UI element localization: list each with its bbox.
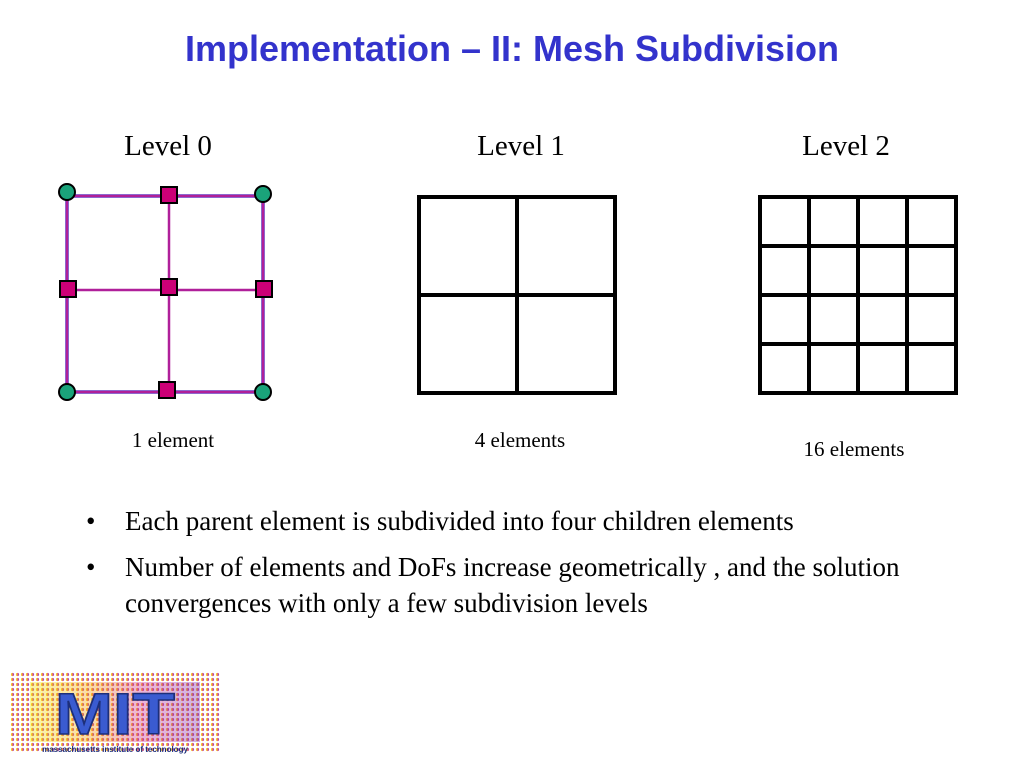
midside-node-right <box>256 281 272 297</box>
level-2-mesh <box>757 194 959 396</box>
corner-node-bottom-left <box>59 384 75 400</box>
midside-node-left <box>60 281 76 297</box>
logo-caption: massachusetts institute of technology <box>42 745 188 754</box>
level-2-label: Level 2 <box>802 130 890 162</box>
level-0-label: Level 0 <box>124 130 212 162</box>
bullet-item: • Number of elements and DoFs increase geometrically , and the solution convergences with only a few subdivision levels <box>78 549 978 621</box>
level-0-count: 1 element <box>131 428 215 452</box>
level-1-label: Level 1 <box>477 130 565 162</box>
corner-node-top-right <box>255 186 271 202</box>
level-1-mesh <box>416 194 618 396</box>
midside-node-top <box>161 187 177 203</box>
level-0-mesh <box>55 182 277 404</box>
bullet-list <box>78 503 978 631</box>
center-node <box>161 279 177 295</box>
corner-node-bottom-right <box>255 384 271 400</box>
level-1-count: 4 elements <box>474 428 566 452</box>
midside-node-bottom <box>159 382 175 398</box>
mit-logo <box>10 672 220 762</box>
level-2-count: 16 elements <box>803 437 905 461</box>
logo-mit-text: MIT <box>55 682 175 747</box>
bullet-item: • Each parent element is subdivided into four children elements <box>78 503 978 539</box>
corner-node-top-left <box>59 184 75 200</box>
slide-title: Implementation – II: Mesh Subdivision <box>184 28 840 69</box>
